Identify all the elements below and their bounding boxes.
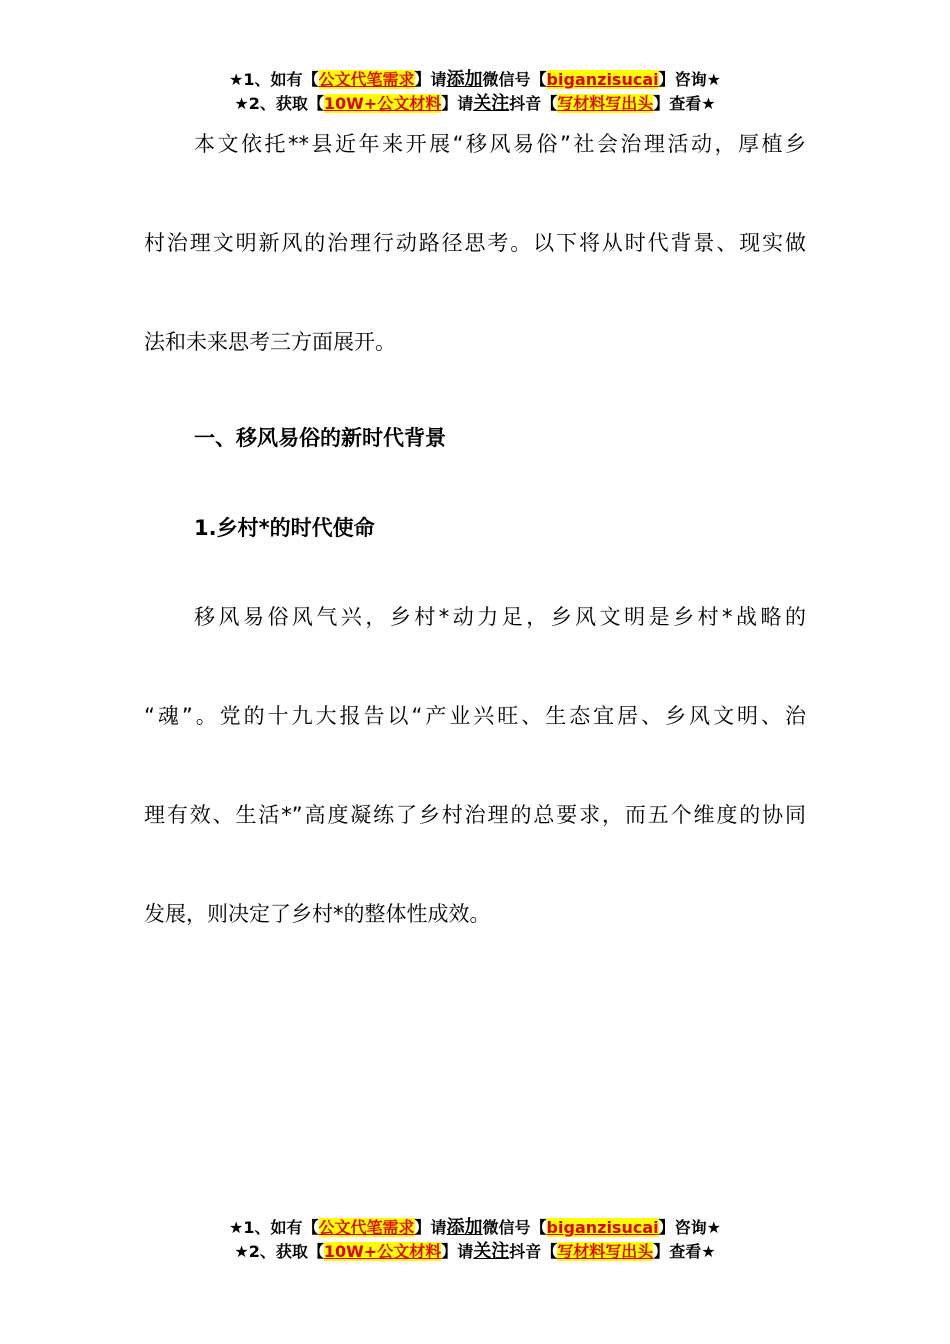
banner-highlight: 10W+公文材料: [323, 94, 442, 113]
banner-line-1: [0, 1216, 950, 1240]
banner-text: 】请: [414, 1218, 447, 1237]
banner-text: 】咨询★: [658, 70, 721, 89]
banner-wechat-id: biganzisucai: [546, 1218, 659, 1237]
body-paragraph: [144, 568, 806, 964]
banner-text: 微信号【: [482, 1218, 547, 1237]
bottom-banner: [0, 1216, 950, 1264]
text-line: 发展，则决定了乡村*的整体性成效。: [144, 902, 491, 926]
banner-text: 】请: [414, 70, 447, 89]
banner-wechat-id: biganzisucai: [546, 70, 659, 89]
text-line: “魂”。党的十九大报告以“产业兴旺、生态宜居、乡风文明、治: [144, 704, 806, 728]
text-line: 移风易俗风气兴，乡村*动力足，乡风文明是乡村*战略的: [194, 605, 806, 629]
banner-emphasis: 关注: [473, 1241, 510, 1262]
subsection-heading: 1.乡村*的时代使命: [194, 516, 375, 540]
banner-text: ★1、如有【: [229, 70, 319, 89]
banner-text: ★2、获取【: [234, 94, 324, 113]
banner-text: 微信号【: [482, 70, 547, 89]
banner-text: 抖音【: [509, 1242, 558, 1261]
intro-paragraph: [144, 95, 806, 392]
text-line: 本文依托**县近年来开展“移风易俗”社会治理活动，厚植乡: [194, 132, 806, 156]
banner-emphasis: 添加: [446, 1217, 483, 1238]
banner-text: ★1、如有【: [229, 1218, 319, 1237]
banner-douyin-id: 写材料写出头: [557, 94, 654, 113]
banner-line-2: [0, 1240, 950, 1264]
text-line: 理有效、生活*”高度凝练了乡村治理的总要求，而五个维度的协同: [144, 803, 806, 827]
banner-emphasis: 关注: [473, 93, 510, 114]
banner-text: 】请: [441, 1242, 474, 1261]
banner-text: 】查看★: [653, 1242, 716, 1261]
banner-douyin-id: 写材料写出头: [557, 1242, 654, 1261]
banner-text: 】查看★: [653, 94, 716, 113]
banner-text: 抖音【: [509, 94, 558, 113]
banner-text: ★2、获取【: [234, 1242, 324, 1261]
banner-highlight: 10W+公文材料: [323, 1242, 442, 1261]
text-line: 村治理文明新风的治理行动路径思考。以下将从时代背景、现实做: [144, 231, 806, 255]
banner-text: 】请: [441, 94, 474, 113]
section-heading: 一、移风易俗的新时代背景: [194, 426, 446, 450]
banner-line-1: [0, 68, 950, 92]
banner-emphasis: 添加: [446, 69, 483, 90]
banner-highlight: 公文代笔需求: [318, 70, 415, 89]
text-line: 法和未来思考三方面展开。: [144, 330, 396, 354]
banner-highlight: 公文代笔需求: [318, 1218, 415, 1237]
banner-text: 】咨询★: [658, 1218, 721, 1237]
